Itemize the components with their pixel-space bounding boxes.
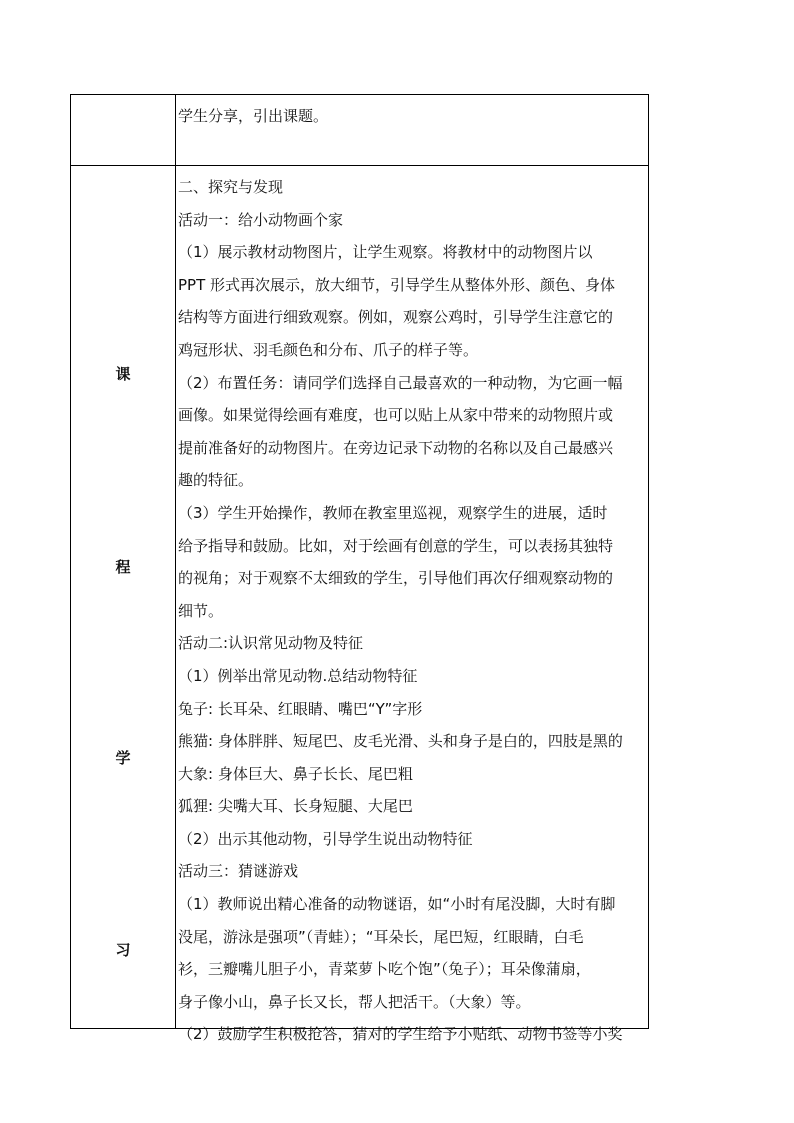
content-line: （1）展示教材动物图片，让学生观察。将教材中的动物图片以: [178, 243, 593, 262]
lesson-table: [70, 94, 649, 1044]
column-divider: [175, 95, 176, 1028]
content-line: 结构等方面进行细致观察。例如，观察公鸡时，引导学生注意它的: [178, 308, 614, 327]
content-line: 画像。如果觉得绘画有难度，也可以贴上从家中带来的动物照片或: [178, 406, 614, 425]
section-label-char-1: 课: [115, 365, 131, 383]
content-line: 活动二:认识常见动物及特征: [178, 634, 364, 653]
content-line: 细节。: [178, 601, 224, 620]
content-line: 身子像小山，鼻子长又长，帮人把活干。（大象）等。: [178, 992, 531, 1011]
content-line: （2）鼓励学生积极抢答，猜对的学生给予小贴纸、动物书签等小奖: [178, 1025, 623, 1044]
content-line: 趣的特征。: [178, 471, 254, 490]
content-line: 衫，三瓣嘴儿胆子小，青菜萝卜吃个饱”（兔子）；耳朵像蒲扇，: [178, 960, 591, 979]
intro-text: 学生分享，引出课题。: [178, 107, 329, 125]
content-line: （2）布置任务：请同学们选择自己最喜欢的一种动物，为它画一幅: [178, 373, 623, 392]
content-line: （1）教师说出精心准备的动物谜语，如“小时有尾没脚，大时有脚: [178, 895, 616, 914]
content-line: 熊猫: 身体胖胖、短尾巴、皮毛光滑、头和身子是白的，四肢是黑的: [178, 732, 623, 751]
content-line: 的视角；对于观察不太细致的学生，引导他们再次仔细观察动物的: [178, 569, 614, 588]
content-line: 二、探究与发现: [178, 178, 284, 196]
content-line: 活动一：给小动物画个家: [178, 210, 344, 229]
section-label-char-4: 习: [115, 941, 131, 959]
lesson-content: [178, 171, 648, 1044]
content-line: 狐狸: 尖嘴大耳、长身短腿、大尾巴: [178, 797, 413, 816]
content-line: 给予指导和鼓励。比如，对于绘画有创意的学生，可以表扬其独特: [178, 536, 614, 555]
section-label-char-2: 程: [115, 558, 131, 576]
row-divider: [71, 165, 648, 166]
content-line: 活动三：猜谜游戏: [178, 862, 299, 881]
content-line: （1）例举出常见动物.总结动物特征: [178, 666, 418, 685]
content-line: 提前准备好的动物图片。在旁边记录下动物的名称以及自己最感兴: [178, 438, 614, 457]
content-line: 大象: 身体巨大、鼻子长长、尾巴粗: [178, 764, 413, 783]
section-label-char-3: 学: [115, 749, 131, 767]
content-line: 兔子: 长耳朵、红眼睛、嘴巴“Y”字形: [178, 699, 423, 718]
content-line: 没尾，游泳是强项”（青蛙）；“耳朵长，尾巴短，红眼睛，白毛: [178, 927, 584, 946]
content-line: （3）学生开始操作，教师在教室里巡视，观察学生的进展，适时: [178, 503, 608, 522]
content-line: PPT 形式再次展示，放大细节，引导学生从整体外形、颜色、身体: [178, 275, 616, 294]
content-line: 鸡冠形状、羽毛颜色和分布、爪子的样子等。: [178, 340, 479, 359]
content-line: （2）出示其他动物，引导学生说出动物特征: [178, 829, 473, 848]
